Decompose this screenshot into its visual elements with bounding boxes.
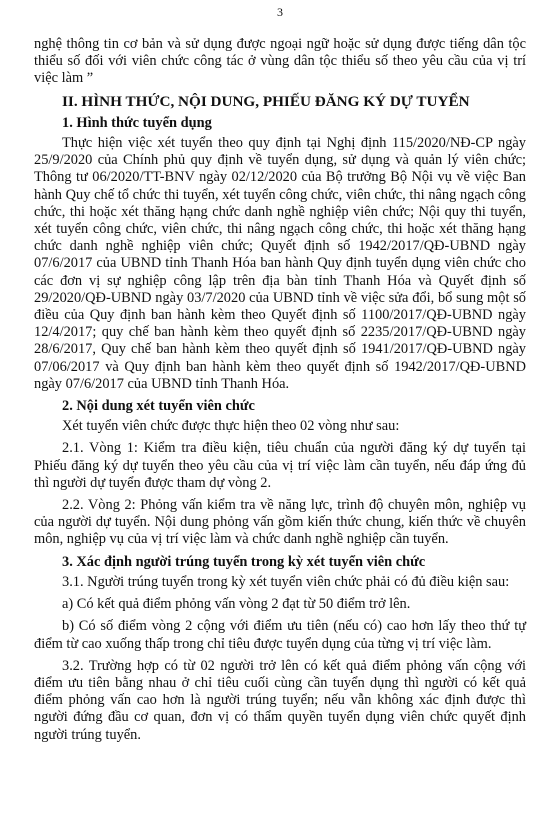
section-heading: II. HÌNH THỨC, NỘI DUNG, PHIẾU ĐĂNG KÝ DỰ TUYỂN bbox=[62, 92, 470, 110]
page-number: 3 bbox=[277, 5, 283, 19]
subsection-2-heading: 2. Nội dung xét tuyển viên chức bbox=[62, 398, 255, 415]
condition-a-paragraph: a) Có kết quả điểm phỏng vấn vòng 2 đạt từ 50 điểm trở lên. bbox=[62, 596, 411, 613]
subsection-3-heading: 3. Xác định người trúng tuyển trong kỳ xét tuyển viên chức bbox=[62, 553, 426, 570]
subsection-2-intro: Xét tuyển viên chức được thực hiện theo 02 vòng như sau: bbox=[62, 418, 400, 435]
subsection-1-heading: 1. Hình thức tuyển dụng bbox=[62, 114, 212, 131]
condition-3-1-paragraph: 3.1. Người trúng tuyển trong kỳ xét tuyển viên chức phải có đủ điều kiện sau: bbox=[62, 573, 510, 590]
subsection-1-paragraph: Thực hiện việc xét tuyển theo quy định tại Nghị định 115/2020/NĐ-CP ngày 25/9/2020 của Chính phủ quy định về tuyển dụng, sử dụng và quản lý viên chức; Thông tư 06/2020/TT-BNV ngày 02/12/2020 của Bộ trưởng Bộ Nội vụ về việc Ban hành Quy chế tổ chức thi tuyển, xét tuyển công chức, viên chức, thi nâng ngạch công chức, thi hoặc xét thăng hạng chức danh nghề nghiệp viên chức; Nội quy thi tuyển, xét tuyển công chức, viên chức, thi nâng ngạch công chức, thi hoặc xét thăng hạng chức danh nghề nghiệp viên chức; Quyết định số 1942/2017/QĐ-UBND ngày 07/6/2017 của UBND tỉnh Thanh Hóa ban hành Quy định tuyển dụng viên chức cho các đơn vị sự nghiệp công lập trên địa bàn tỉnh Thanh Hóa và Quyết định số 29/2020/QĐ-UBND ngày 03/7/2020 của UBND tỉnh về việc sửa đổi, bổ sung một số điều của Quy định ban hành kèm theo Quyết định số 1100/2017/QĐ-UBND ngày 12/4/2017; quy chế ban hành kèm theo quyết định số 2235/2017/QĐ-UBND ngày 28/6/2017, Quy chế ban hành kèm theo quyết định số 1941/2017/QĐ-UBND ngày 07/06/2017 và Quy định ban hành kèm theo quyết định số 1942/2017/QĐ-UBND ngày 07/6/2017 của UBND tỉnh Thanh Hóa. bbox=[34, 135, 526, 392]
condition-b-paragraph: b) Có số điểm vòng 2 cộng với điểm ưu tiên (nếu có) cao hơn lấy theo thứ tự điểm từ cao xuống thấp trong chỉ tiêu được tuyển dụng của từng vị trí việc làm. bbox=[34, 618, 526, 652]
round-2-paragraph: 2.2. Vòng 2: Phỏng vấn kiểm tra về năng lực, trình độ chuyên môn, nghiệp vụ của người dự tuyển. Nội dung phỏng vấn gồm kiến thức chung, kiến thức về chuyên môn, nghiệp vụ của vị trí việc làm và chức danh nghề nghiệp cần tuyển. bbox=[34, 497, 526, 548]
intro-tail-paragraph: nghệ thông tin cơ bản và sử dụng được ngoại ngữ hoặc sử dụng được tiếng dân tộc thiểu số đối với viên chức công tác ở vùng dân tộc thiểu số theo yêu cầu của vị trí việc làm ” bbox=[34, 36, 526, 87]
round-1-paragraph: 2.1. Vòng 1: Kiểm tra điều kiện, tiêu chuẩn của người đăng ký dự tuyển tại Phiếu đăng ký dự tuyển theo yêu cầu của vị trí việc làm cần tuyển, nếu đáp ứng đủ thì người dự tuyển được tham dự vòng 2. bbox=[34, 440, 526, 491]
document-body bbox=[34, 36, 526, 744]
condition-3-2-paragraph: 3.2. Trường hợp có từ 02 người trở lên có kết quả điểm phỏng vấn cộng với điểm ưu tiên bằng nhau ở chỉ tiêu cuối cùng cần tuyển dụng thì người có kết quả điểm phỏng vấn cao hơn là người trúng tuyển; nếu vẫn không xác định được thì người đứng đầu cơ quan, đơn vị có thẩm quyền tuyển dụng viên chức quyết định người trúng tuyển. bbox=[34, 657, 526, 743]
